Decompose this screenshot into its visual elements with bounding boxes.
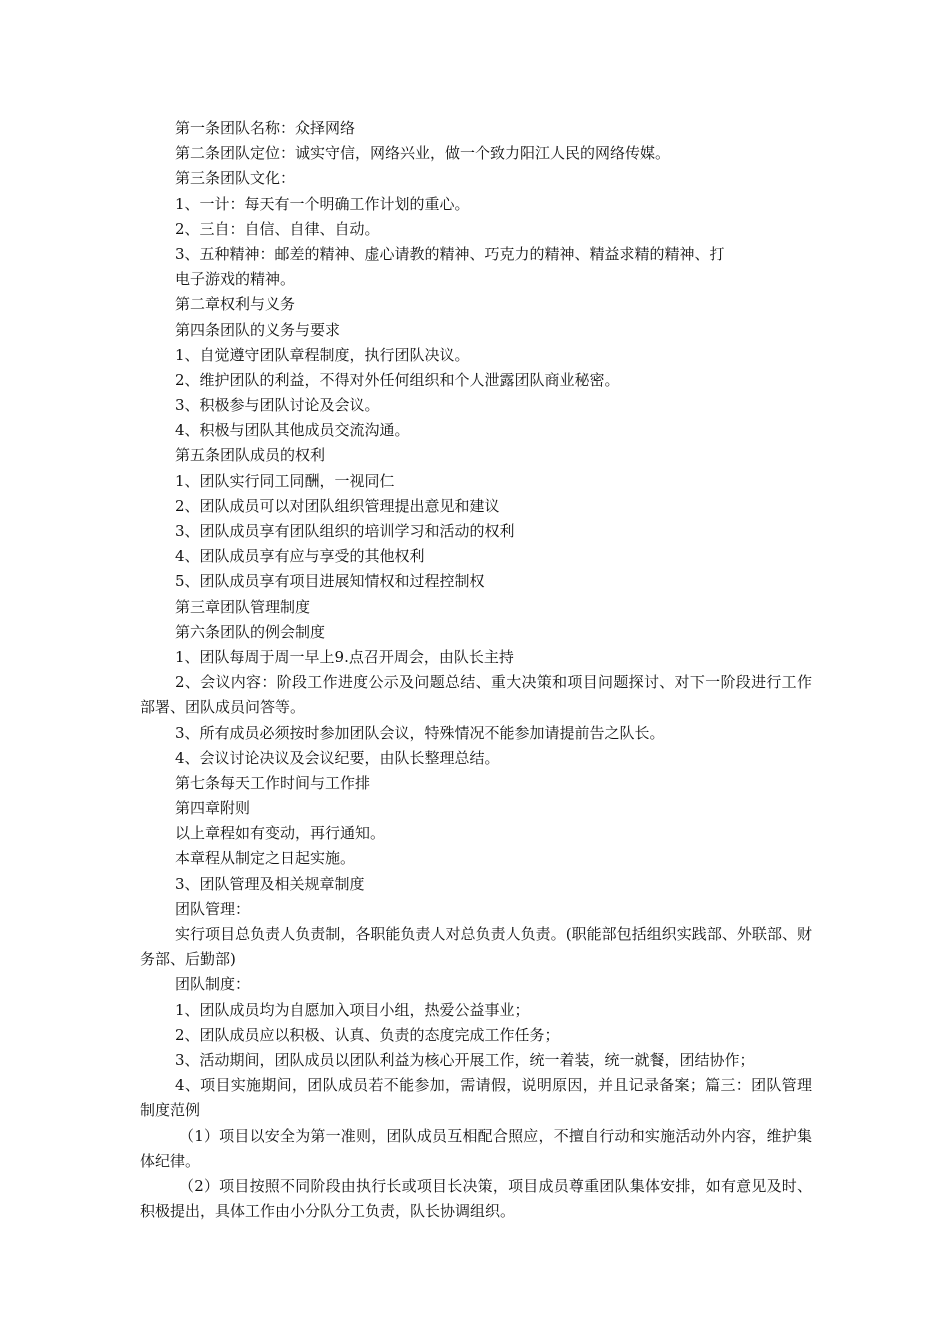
duty-item-3: 3、积极参与团队讨论及会议。 [175, 396, 380, 415]
right-item-4: 4、团队成员享有应与享受的其他权利 [175, 547, 425, 566]
example-item-1: （1）项目以安全为第一准则，团队成员互相配合照应，不擅自行动和实施活动外内容，维护集体纪律。 [140, 1126, 812, 1170]
article-5-heading: 第五条团队成员的权利 [175, 446, 326, 465]
rule-item-2: 2、团队成员应以积极、认真、负责的态度完成工作任务； [175, 1025, 560, 1044]
meeting-item-1: 1、团队每周于周一早上9.点召开周会，由队长主持 [175, 647, 514, 666]
article-3-team-culture: 第三条团队文化： [175, 169, 296, 188]
chapter-2-heading: 第二章权利与义务 [175, 295, 296, 314]
culture-item-1: 1、一计：每天有一个明确工作计划的重心。 [175, 194, 470, 213]
example-item-2: （2）项目按照不同阶段由执行长或项目长决策，项目成员尊重团队集体安排，如有意见及时、积极提出，具体工作由小分队分工负责，队长协调组织。 [140, 1177, 812, 1221]
team-rules-heading: 团队制度： [175, 975, 251, 994]
chapter-4-heading: 第四章附则 [175, 799, 251, 818]
rule-item-1: 1、团队成员均为自愿加入项目小组，热爱公益事业； [175, 1000, 530, 1019]
meeting-item-2: 2、会议内容：阶段工作进度公示及问题总结、重大决策和项目问题探讨、对下一阶段进行工作部署、团队成员问答等。 [140, 673, 812, 717]
right-item-5: 5、团队成员享有项目进展知情权和过程控制权 [175, 572, 485, 591]
supplementary-line-1: 以上章程如有变动，再行通知。 [175, 824, 386, 843]
article-2-team-positioning: 第二条团队定位：诚实守信，网络兴业，做一个致力阳江人民的网络传媒。 [175, 144, 671, 163]
article-1-team-name: 第一条团队名称：众择网络 [175, 119, 356, 137]
culture-item-2: 2、三自：自信、自律、自动。 [175, 219, 380, 238]
team-management-paragraph: 实行项目总负责人负责制，各职能负责人对总负责人负责。(职能部包括组织实践部、外联部、财务部、后勤部) [140, 925, 812, 969]
article-7-heading: 第七条每天工作时间与工作排 [175, 773, 371, 792]
culture-item-3: 3、五种精神：邮差的精神、虚心请教的精神、巧克力的精神、精益求精的精神、打 [175, 244, 725, 263]
rule-item-4: 4、项目实施期间，团队成员若不能参加，需请假，说明原因，并且记录备案；篇三：团队管理制度范例 [140, 1076, 812, 1120]
right-item-2: 2、团队成员可以对团队组织管理提出意见和建议 [175, 496, 500, 515]
article-4-heading: 第四条团队的义务与要求 [175, 320, 341, 339]
right-item-3: 3、团队成员享有团队组织的培训学习和活动的权利 [175, 522, 515, 540]
duty-item-4: 4、积极与团队其他成员交流沟通。 [175, 421, 410, 440]
right-item-1: 1、团队实行同工同酬，一视同仁 [175, 471, 395, 490]
supplementary-line-2: 本章程从制定之日起实施。 [175, 849, 356, 868]
duty-item-1: 1、自觉遵守团队章程制度，执行团队决议。 [175, 345, 470, 364]
article-6-heading: 第六条团队的例会制度 [175, 622, 326, 641]
rule-item-3: 3、活动期间，团队成员以团队利益为核心开展工作，统一着装，统一就餐，团结协作； [175, 1051, 755, 1069]
culture-item-3-continued: 电子游戏的精神。 [175, 270, 296, 289]
team-management-heading: 团队管理： [175, 899, 251, 918]
chapter-3-heading: 第三章团队管理制度 [175, 597, 311, 616]
duty-item-2: 2、维护团队的利益，不得对外任何组织和个人泄露团队商业秘密。 [175, 370, 620, 389]
section-3-heading: 3、团队管理及相关规章制度 [175, 874, 365, 893]
meeting-item-4: 4、会议讨论决议及会议纪要，由队长整理总结。 [175, 748, 500, 767]
document-body [140, 116, 812, 1224]
meeting-item-3: 3、所有成员必须按时参加团队会议，特殊情况不能参加请提前告之队长。 [175, 723, 665, 742]
